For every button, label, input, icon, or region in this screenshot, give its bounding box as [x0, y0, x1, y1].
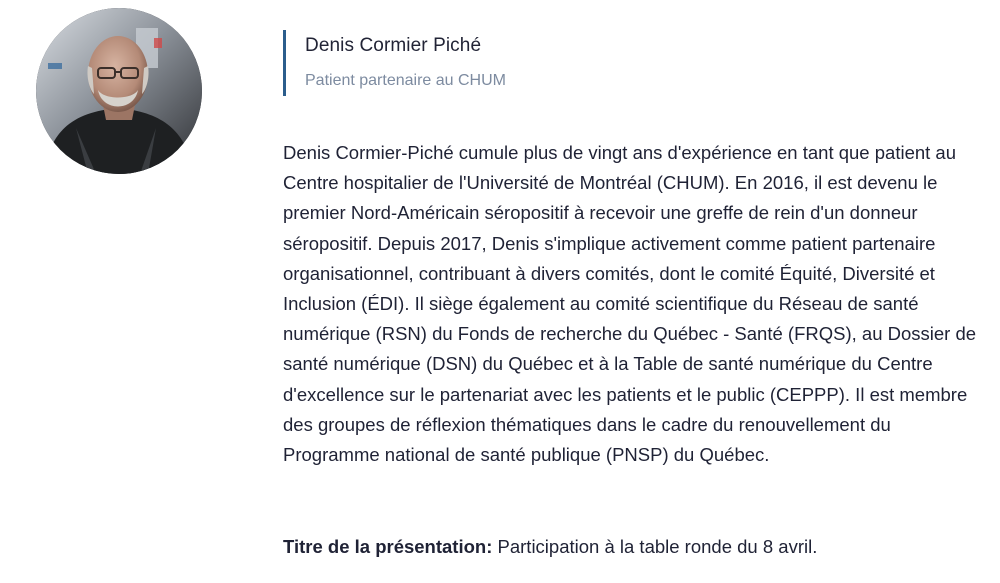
profile-header — [283, 30, 506, 96]
profile-name: Denis Cormier Piché — [305, 35, 482, 56]
presentation-info — [283, 533, 983, 561]
profile-photo — [36, 8, 202, 174]
profile-role: Patient partenaire au CHUM — [305, 72, 506, 89]
profile-bio: Denis Cormier-Piché cumule plus de vingt ans d'expérience en tant que patient au Centre hospitalier de l'Université de Montréal (CHUM). En 2016, il est devenu le premier Nord-Américain séropositif à recevoir une greffe de rein d'un donneur séropositif. Depuis 2017, Denis s'implique activement comme patient partenaire organisationnel, contribuant à divers comités, dont le comité Équité, Diversité et Inclusion (ÉDI). Il siège également au comité scientifique du Réseau de santé numérique (RSN) du Fonds de recherche du Québec - Santé (FRQS), au Dossier de santé numérique (DSN) du Québec et à la Table de santé numérique du Centre d'excellence sur le partenariat avec les patients et le public (CEPPP). Il est membre des groupes de réflexion thématiques dans le cadre du renouvellement du Programme national de santé publique (PNSP) du Québec. — [283, 142, 977, 466]
presentation-value: Participation à la table ronde du 8 avril. — [497, 536, 818, 557]
presentation-label: Titre de la présentation: — [283, 536, 493, 557]
profile-photo-image — [36, 8, 202, 174]
